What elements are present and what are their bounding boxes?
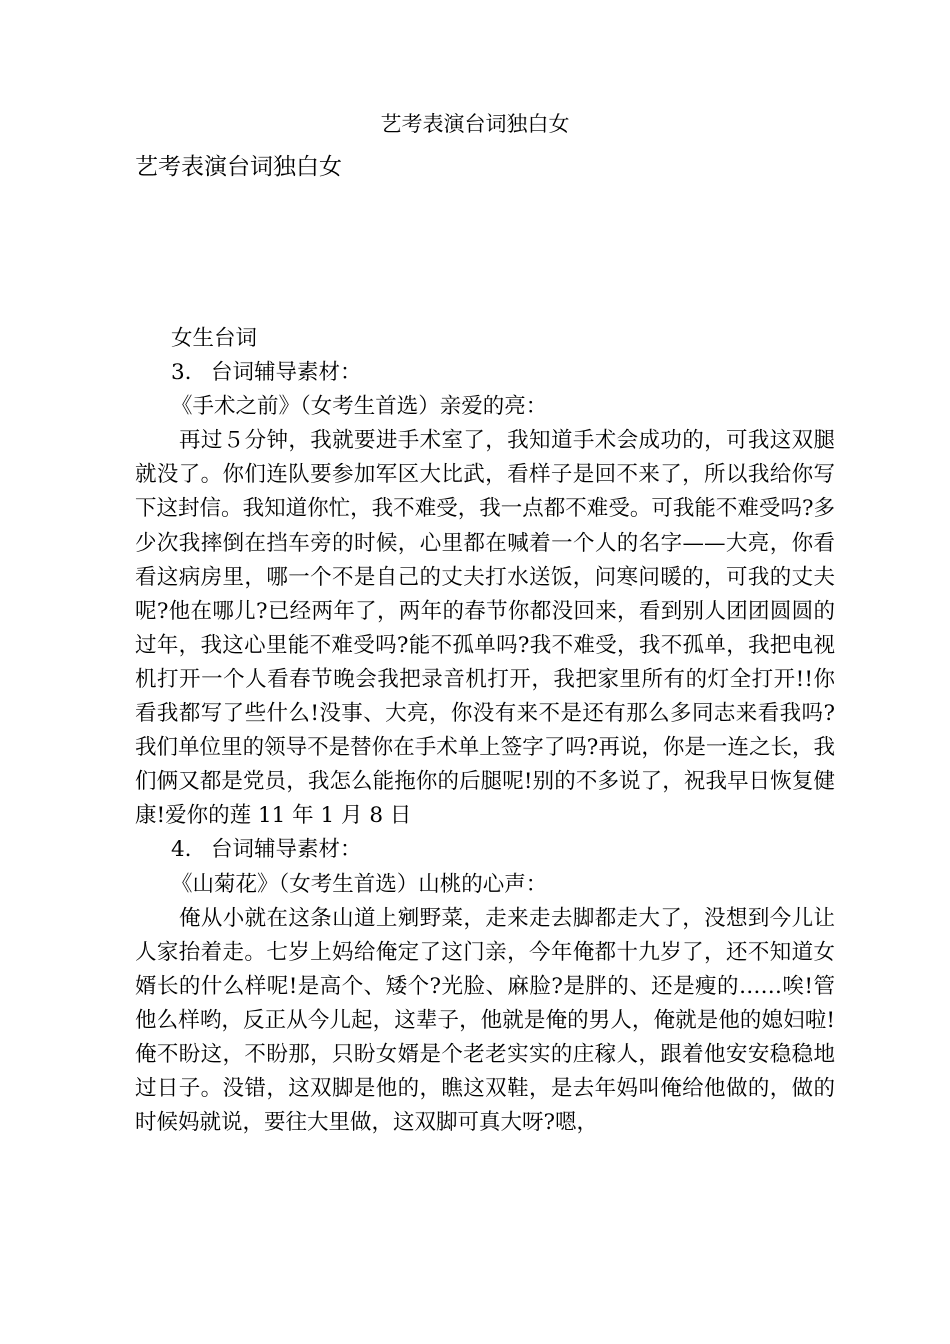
item-4-number: 4. [171,837,192,863]
item-3-label: 台词辅导素材： [211,360,362,386]
section-label: 女生台词 [171,326,258,351]
document-subtitle: 艺考表演台词独白女 [135,154,342,180]
page-title: 艺考表演台词独白女 [380,112,570,136]
item-3-number: 3. [171,360,192,386]
item-4-body: 俺从小就在这条山道上剜野菜，走来走去脚都走大了，没想到今儿让人家抬着走。七岁上妈给俺定了这门亲，今年俺都十九岁了，还不知道女婿长的什么样呢!是高个、矮个?光脸、麻脸?是胖的、还是瘦的……唉!管他么样哟，反正从今儿起，这辈子，他就是俺的男人，俺就是他的媳妇啦!俺不盼这，不盼那，只盼女婿是个老老实实的庄稼人，跟着他安安稳稳地过日子。没错，这双脚是他的，瞧这双鞋，是去年妈叫俺给他做的，做的时候妈就说，要往大里做，这双脚可真大呀?嗯， [135,905,835,1136]
item-3-header [135,356,835,390]
document-body [135,322,835,1140]
item-4-heading: 《山菊花》（女考生首选）山桃的心声： [171,871,548,897]
item-4-header [135,833,835,867]
item-3-body: 再过５分钟，我就要进手术室了，我知道手术会成功的，可我这双腿就没了。你们连队要参加军区大比武，看样子是回不来了，所以我给你写下这封信。我知道你忙，我不难受，我一点都不难受。可我能不难受吗?多少次我摔倒在挡车旁的时候，心里都在喊着一个人的名字——大亮，你看看这病房里，哪一个不是自己的丈夫打水送饭，问寒问暖的，可我的丈夫呢?他在哪儿?已经两年了，两年的春节你都没回来，看到别人团团圆圆的过年，我这心里能不难受吗?能不孤单吗?我不难受，我不孤单，我把电视机打开一个人看春节晚会我把录音机打开，我把家里所有的灯全打开!!你看我都写了些什么!没事、大亮，你没有来不是还有那么多同志来看我吗?我们单位里的领导不是替你在手术单上签字了吗?再说，你是一连之长，我们俩又都是党员，我怎么能拖你的后腿呢!别的不多说了，祝我早日恢复健康!爱你的莲 11 年 1 月 8 日 [135,428,835,829]
item-4-label: 台词辅导素材： [211,837,362,863]
item-3-heading: 《手术之前》（女考生首选）亲爱的亮： [171,394,548,420]
